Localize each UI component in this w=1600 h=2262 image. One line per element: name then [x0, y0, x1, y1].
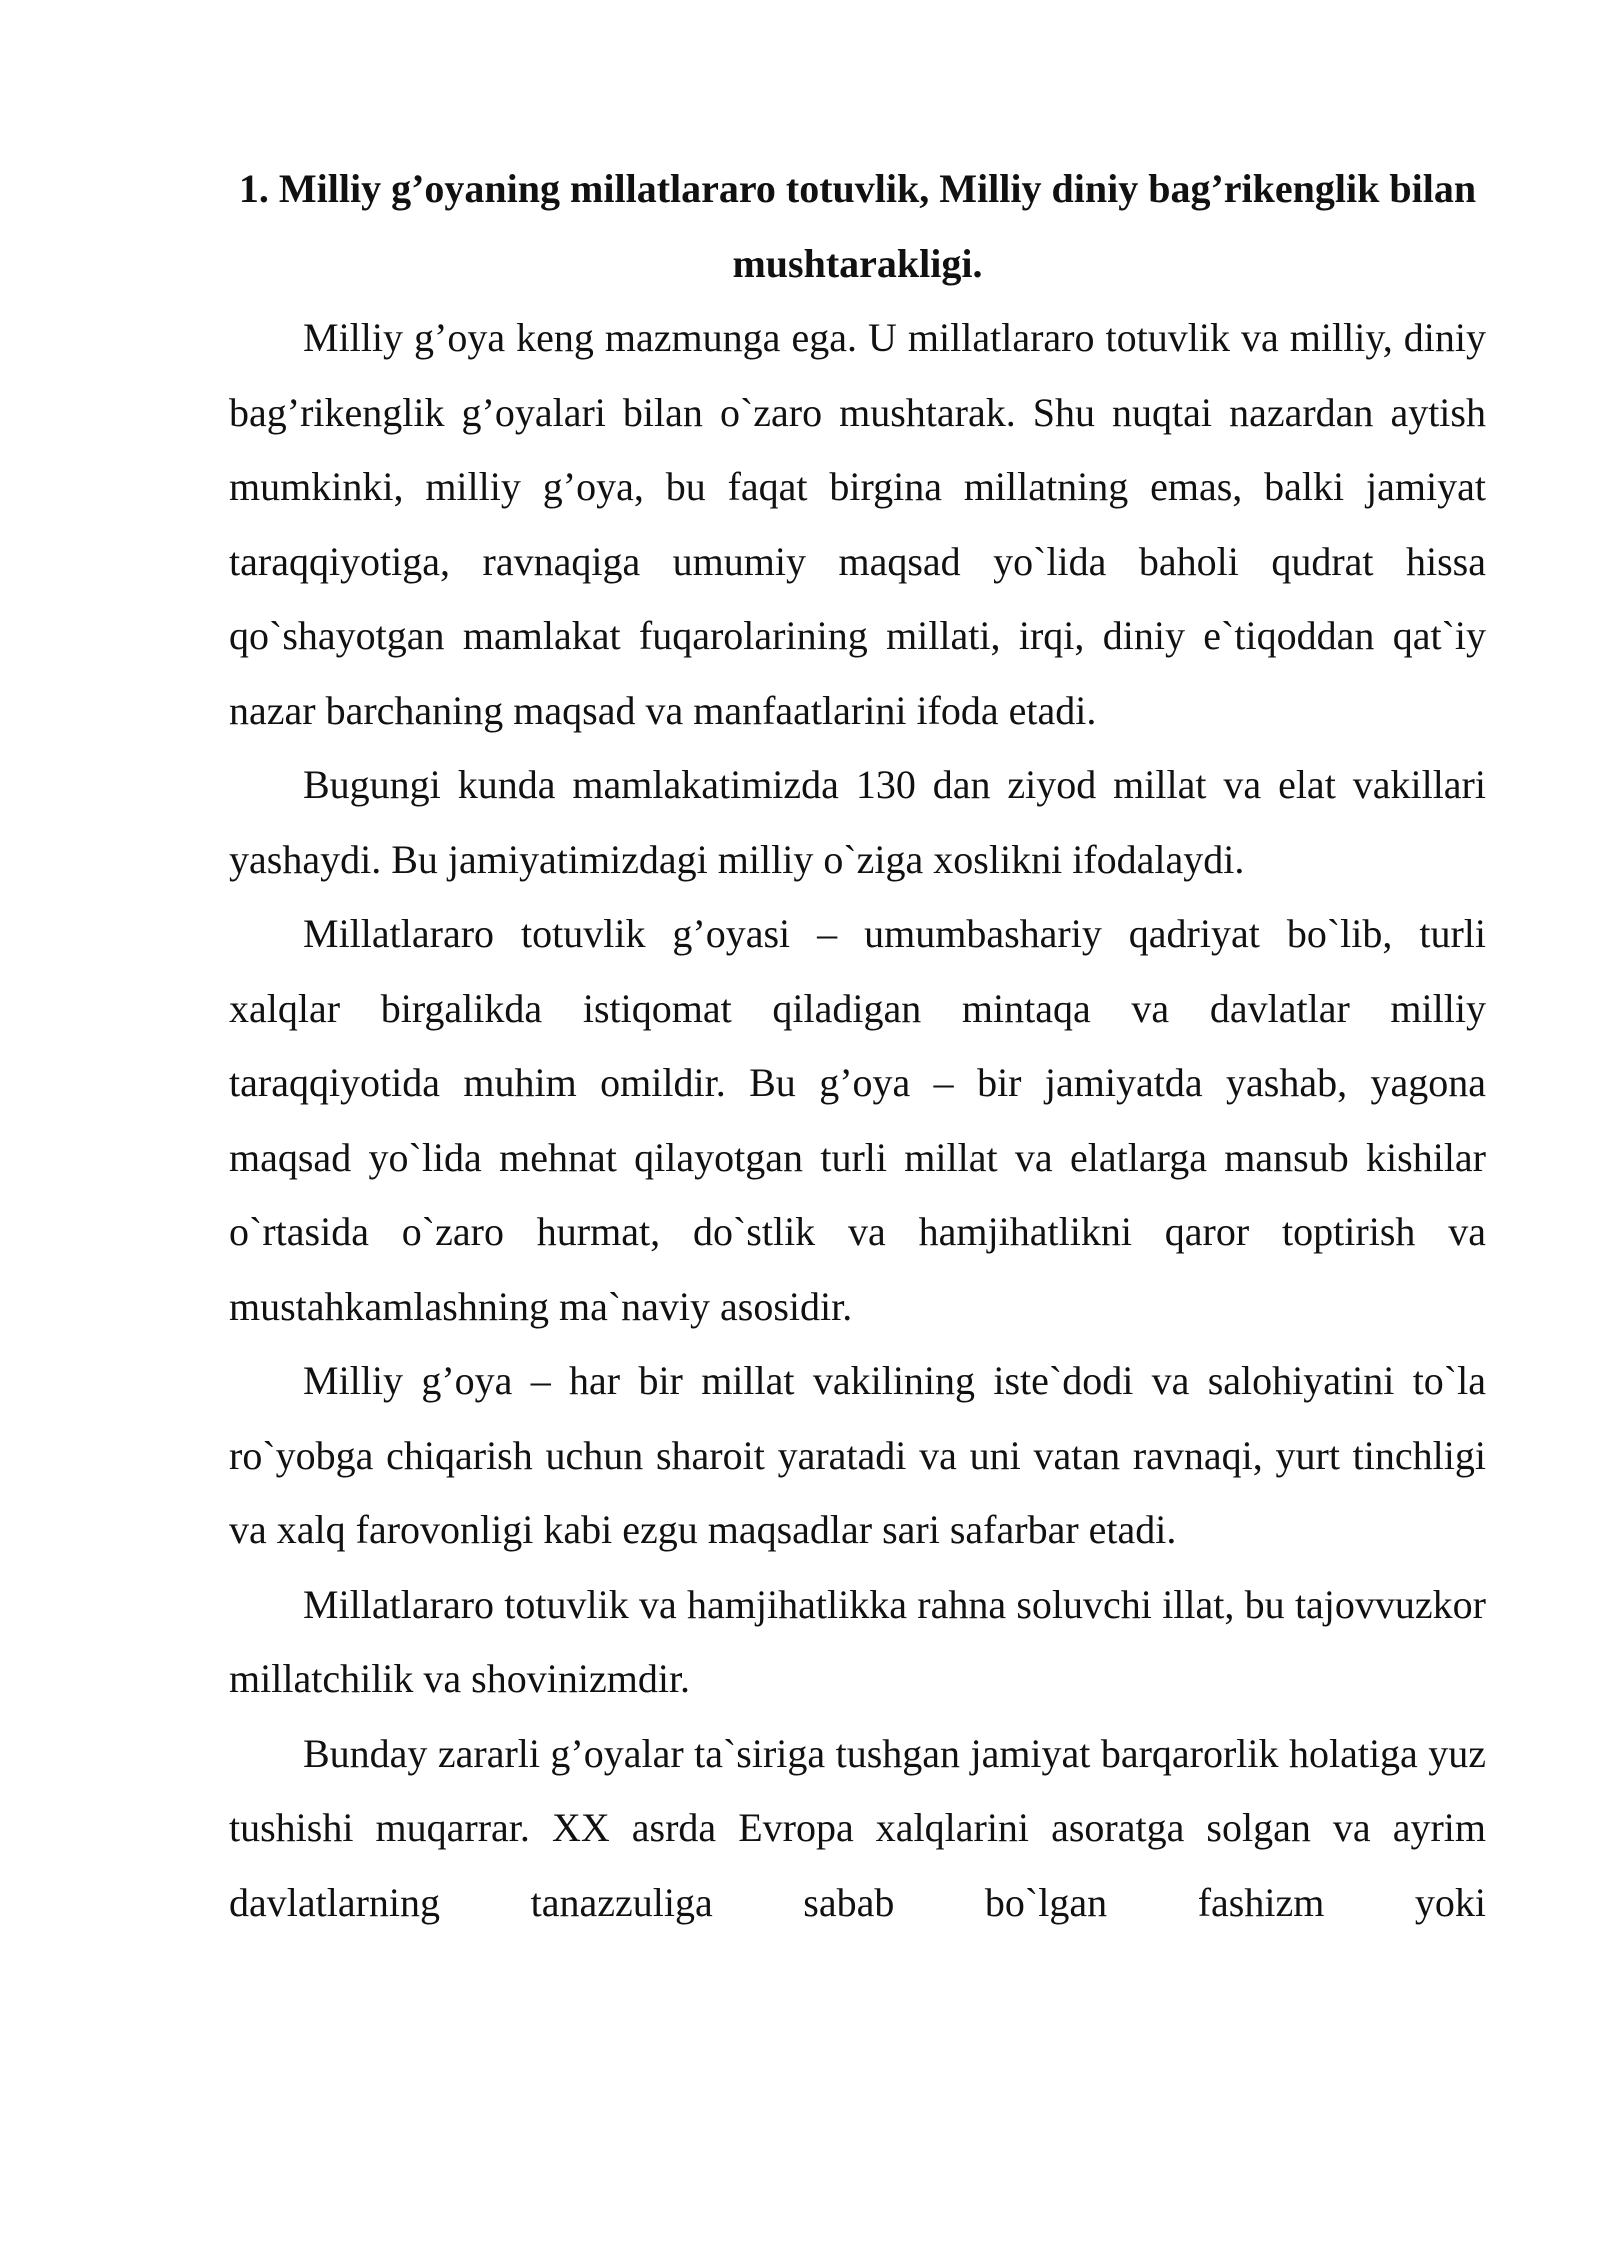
- paragraph-3: Millatlararo totuvlik g’oyasi – umumbashariy qadriyat bo`lib, turli xalqlar birgalikda istiqomat qiladigan mintaqa va davlatlar milliy taraqqiyotida muhim omildir. Bu g’oya – bir jamiyatda yashab, yagona maqsad yo`lida mehnat qilayotgan turli millat va elatlarga mansub kishilar o`rtasida o`zaro hurmat, do`stlik va hamjihatlikni qaror toptirish va mustahkamlashning ma`naviy asosidir.: [229, 911, 1486, 1329]
- paragraph-6: Bunday zararli g’oyalar ta`siriga tushgan jamiyat barqarorlik holatiga yuz tushishi muqarrar. XX asrda Evropa xalqlarini asoratga solgan va ayrim davlatlarning tanazzuliga sabab bo`lgan fashizm yoki: [229, 1730, 1486, 1925]
- paragraph-2: Bugungi kunda mamlakatimizda 130 dan ziyod millat va elat vakillari yashaydi. Bu jamiyatimizdagi milliy o`ziga xoslikni ifodalaydi.: [229, 762, 1486, 882]
- paragraph-4: Milliy g’oya – har bir millat vakilining iste`dodi va salohiyatini to`la ro`yobga chiqarish uchun sharoit yaratadi va uni vatan ravnaqi, yurt tinchligi va xalq farovonligi kabi ezgu maqsadlar sari safarbar etadi.: [229, 1358, 1486, 1552]
- paragraph-5: Millatlararo totuvlik va hamjihatlikka rahna soluvchi illat, bu tajovvuzkor millatchilik va shovinizmdir.: [229, 1581, 1486, 1701]
- paragraph-1: Milliy g’oya keng mazmunga ega. U millatlararo totuvlik va milliy, diniy bag’rikenglik g’oyalari bilan o`zaro mushtarak. Shu nuqtai nazardan aytish mumkinki, milliy g’oya, bu faqat birgina millatning emas, balki jamiyat taraqqiyotiga, ravnaqiga umumiy maqsad yo`lida baholi qudrat hissa qo`shayotgan mamlakat fuqarolarining millati, irqi, diniy e`tiqoddan qat`iy nazar barchaning maqsad va manfaatlarini ifoda etadi.: [229, 315, 1486, 733]
- document-title: 1. Milliy g’oyaning millatlararo totuvlik, Milliy diniy bag’rikenglik bilan mushtarakligi.: [238, 166, 1477, 286]
- document-page: [229, 152, 1486, 1940]
